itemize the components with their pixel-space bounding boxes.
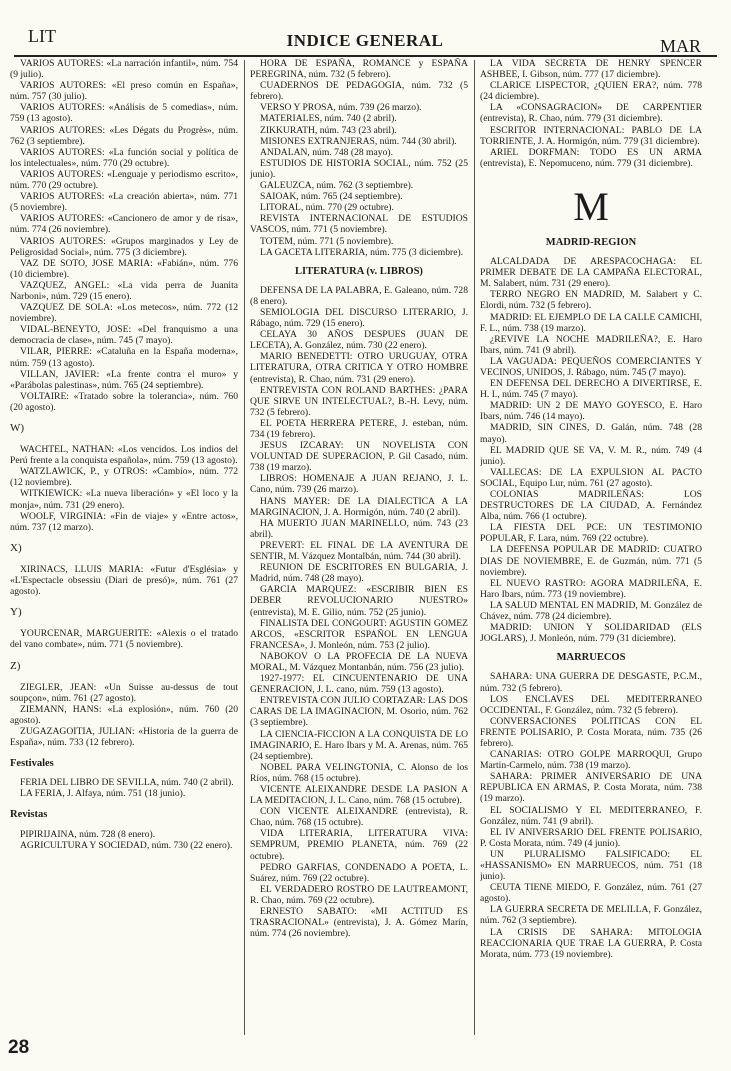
index-entry: MARIO BENEDETTI: OTRO URUGUAY, OTRA LITERATURA, OTRA CRITICA Y OTRO HOMBRE (entrevista), R. Chao, núm. 731 (29 enero). <box>250 351 468 385</box>
index-entry: SEMIOLOGIA DEL DISCURSO LITERARIO, J. Rábago, núm. 729 (15 enero). <box>250 306 468 330</box>
index-entry: MADRID, SIN CINES, D. Galán, núm. 748 (28 mayo). <box>480 422 702 445</box>
entry-list <box>10 682 238 749</box>
index-entry: HORA DE ESPAÑA, ROMANCE y ESPAÑA PEREGRINA, núm. 732 (5 febrero). <box>250 58 468 81</box>
index-entry: TOTEM, núm. 771 (5 noviembre). <box>260 235 394 247</box>
entry-list <box>480 671 702 959</box>
index-entry: LA FIESTA DEL PCE: UN TESTIMONIO POPULAR, F. Lara, núm. 769 (22 octubre). <box>480 522 702 545</box>
index-entry: LITORAL, núm. 770 (29 octubre). <box>260 202 394 214</box>
entry-list <box>10 777 238 799</box>
index-entry: NOBEL PARA VELINGTONIA, C. Alonso de los Ríos, núm. 768 (15 octubre). <box>250 761 468 784</box>
index-entry: VARIOS AUTORES: «Lenguaje y periodismo escrito», núm. 770 (29 octubre). <box>10 168 238 192</box>
index-entry: MISIONES EXTRANJERAS, núm. 744 (30 abril). <box>260 135 457 147</box>
index-entry: GALEUZCA, núm. 762 (3 septiembre). <box>260 180 414 192</box>
index-entry: NABOKOV O LA PROFECIA DE LA NUEVA MORAL, M. Vázquez Montanbán, núm. 756 (23 julio). <box>250 650 468 673</box>
index-entry: EL NUEVO RASTRO: AGORA MADRILEÑA, E. Haro Ibars, núm. 773 (19 noviembre). <box>480 577 702 600</box>
index-entry: WOOLF, VIRGINIA: «Fin de viaje» y «Entre actos», núm. 737 (12 marzo). <box>10 510 238 533</box>
entry-list <box>250 285 468 940</box>
entry-list <box>250 58 468 258</box>
index-entry: VAZQUEZ, ANGEL: «La vida perra de Juanita Narboni», núm. 729 (15 enero). <box>10 279 238 302</box>
big-letter: M <box>573 183 609 229</box>
index-entry: LA VIDA SECRETA DE HENRY SPENCER ASHBEE, I. Gibson, núm. 777 (17 diciembre). <box>480 58 702 81</box>
column-2 <box>250 58 468 1043</box>
entry-list <box>480 58 702 169</box>
header-left-key: LIT <box>28 26 56 46</box>
index-entry: CON VICENTE ALEIXANDRE (entrevista), R. Chao, núm. 768 (15 octubre). <box>250 806 468 829</box>
header-right-key: MAR <box>659 36 701 56</box>
index-entry: CEUTA TIENE MIEDO, F. González, núm. 761 (27 agosto). <box>480 882 702 905</box>
index-entry: VARIOS AUTORES: «Grupos marginados y Ley de Peligrosidad Social», núm. 775 (3 diciembre). <box>10 235 238 258</box>
column-divider <box>474 60 475 1035</box>
index-entry: LA DEFENSA POPULAR DE MADRID: CUATRO DIAS DE NOVIEMBRE, E. de Guzmán, núm. 771 (5 noviembre). <box>480 544 702 578</box>
index-entry: VARIOS AUTORES: «La creación abierta», núm. 771 (5 noviembre). <box>10 191 238 214</box>
index-entry: VARIOS AUTORES: «Análisis de 5 comedias», núm. 759 (13 agosto). <box>10 102 238 125</box>
index-entry: LOS ENCLAVES DEL MEDITERRANEO OCCIDENTAL, F. González, núm. 732 (5 febrero). <box>480 693 702 716</box>
index-entry: MADRID: UN 2 DE MAYO GOYESCO, E. Haro Ibars, núm. 746 (14 mayo). <box>480 400 702 423</box>
index-entry: ERNESTO SABATO: «MI ACTITUD ES TRASRACIONAL» (entrevista), J. A. Gómez Marín, núm. 774 (26 noviembre). <box>250 906 468 940</box>
index-entry: EN DEFENSA DEL DERECHO A DIVERTIRSE, E. H. I., núm. 745 (7 mayo). <box>480 378 702 401</box>
header-rule <box>14 55 717 57</box>
index-entry: ENTREVISTA CON JULIO CORTAZAR: LAS DOS CARAS DE LA IMAGINACION, M. Osorio, núm. 762 (3 septiembre). <box>250 695 468 729</box>
index-entry: HA MUERTO JUAN MARINELLO, núm. 743 (23 abril). <box>250 517 468 540</box>
column-3 <box>480 58 702 1043</box>
index-entry: LA GUERRA SECRETA DE MELILLA, F. González, núm. 762 (3 septiembre). <box>480 904 702 927</box>
index-entry: EL VERDADERO ROSTRO DE LAUTREAMONT, R. Chao, núm. 769 (22 octubre). <box>250 883 468 906</box>
index-entry: SAIOAK, núm. 765 (24 septiembre). <box>260 191 403 203</box>
index-entry: XIRINACS, LLUIS MARIA: «Futur d'Església» y «L'Espectacle obsessiu (Diari de presó)», núm. 761 (27 agosto). <box>10 563 238 598</box>
index-entry: VARIOS AUTORES: «El preso común en España», núm. 757 (30 julio). <box>10 80 238 103</box>
index-entry: FINALISTA DEL CONGOURT: AGUSTIN GOMEZ ARCOS, «ESCRITOR ESPAÑOL EN LENGUA FRANCESA», J. Monleón, núm. 753 (2 julio). <box>250 617 468 651</box>
index-entry: WITKIEWICK: «La nueva liberación» y «El loco y la monja», núm. 731 (29 enero). <box>10 488 238 511</box>
index-entry: GARCIA MARQUEZ: «ESCRIBIR BIEN ES DEBER REVOLUCIONARIO NUESTRO» (entrevista), M. E. Gilio, núm. 752 (25 junio). <box>250 584 468 618</box>
entry-list <box>480 256 702 644</box>
index-entry: VIDAL-BENEYTO, JOSE: «Del franquismo a una democracia de clase», núm. 745 (7 mayo). <box>10 324 238 347</box>
index-entry: VALLECAS: DE LA EXPULSION AL PACTO SOCIAL, Equipo Lur, núm. 761 (27 agosto). <box>480 466 702 489</box>
index-entry: LIBROS: HOMENAJE A JUAN REJANO, J. L. Cano, núm. 739 (26 marzo). <box>250 473 468 496</box>
index-entry: CLARICE LISPECTOR, ¿QUIEN ERA?, núm. 778 (24 diciembre). <box>480 80 702 103</box>
index-entry: MADRID: UNION Y SOLIDARIDAD (ELS JOGLARS), J. Monleón, núm. 779 (31 diciembre). <box>480 622 702 645</box>
index-entry: LA CIENCIA-FICCION A LA CONQUISTA DE LO IMAGINARIO, E. Haro Ibars y M. A. Arenas, núm. 765 (24 septiembre). <box>250 728 468 762</box>
entry-list <box>10 628 238 650</box>
index-entry: COLONIAS MADRILEÑAS: LOS DESTRUCTORES DE LA CIUDAD, A. Fernández Alba, núm. 766 (1 octubre). <box>480 489 702 523</box>
index-entry: ESCRITOR INTERNACIONAL: PABLO DE LA TORRIENTE, J. A. Hormigón, núm. 779 (31 diciembre). <box>480 124 702 147</box>
index-entry: FERIA DEL LIBRO DE SEVILLA, núm. 740 (2 abril). <box>20 777 234 789</box>
index-entry: LA FERIA, J. Alfaya, núm. 751 (18 junio). <box>20 788 186 800</box>
index-entry: CUADERNOS DE PEDAGOGIA, núm. 732 (5 febrero). <box>250 80 468 103</box>
index-entry: ESTUDIOS DE HISTORIA SOCIAL, núm. 752 (25 junio). <box>250 157 468 180</box>
index-entry: VILLAN, JAVIER: «La frente contra el muro» y «Parábolas palestinas», núm. 765 (24 septiembre). <box>10 368 238 391</box>
index-entry: ZIEGLER, JEAN: «Un Suisse au-dessus de tout soupçon», núm. 761 (27 agosto). <box>10 681 238 704</box>
index-entry: ZUGAZAGOITIA, JULIAN: «Historia de la guerra de España», núm. 733 (12 febrero). <box>10 725 238 749</box>
section-heading: MADRID-REGION <box>545 236 637 248</box>
index-entry: TERRO NEGRO EN MADRID, M. Salabert y C. Elordi, núm. 732 (5 febrero). <box>480 289 702 312</box>
column-1 <box>10 58 238 1043</box>
index-entry: JESUS IZCARAY: UN NOVELISTA CON VOLUNTAD DE SUPERACION, P. Gil Casado, núm. 738 (19 marzo). <box>250 440 468 474</box>
index-entry: VAZQUEZ DE SOLA: «Los metecos», núm. 772 (12 noviembre). <box>10 302 238 325</box>
letter-heading: W) <box>10 422 25 434</box>
index-entry: PEDRO GARFIAS, CONDENADO A POETA, L. Suárez, núm. 769 (22 octubre). <box>250 861 468 884</box>
letter-heading: X) <box>10 541 22 554</box>
index-entry: PREVERT: EL FINAL DE LA AVENTURA DE SENTIR, M. Vázquez Montalbán, núm. 744 (30 abril). <box>250 539 468 563</box>
index-entry: LA VAGUADA: PEQUEÑOS COMERCIANTES Y VECINOS, UNIDOS, J. Rábago, núm. 745 (7 mayo). <box>480 355 702 378</box>
index-entry: VICENTE ALEIXANDRE DESDE LA PASION A LA MEDITACION, J. L. Cano, núm. 768 (15 octubre). <box>250 784 468 807</box>
index-entry: VARIOS AUTORES: «Cancionero de amor y de risa», núm. 774 (26 noviembre). <box>10 213 238 236</box>
index-entry: VOLTAIRE: «Tratado sobre la tolerancia», núm. 760 (20 agosto). <box>10 390 238 413</box>
index-entry: YOURCENAR, MARGUERITE: «Alexis o el tratado del vano combate», núm. 771 (5 noviembre). <box>10 628 238 651</box>
index-entry: WACHTEL, NATHAN: «Los vencidos. Los indios del Perú frente a la conquista española», núm. 759 (13 agosto). <box>10 444 238 467</box>
section-heading: MARRUECOS <box>556 652 626 664</box>
section-heading: LITERATURA (v. LIBROS) <box>295 265 423 277</box>
letter-heading: Z) <box>10 659 21 672</box>
index-entry: EL MADRID QUE SE VA, V. M. R., núm. 749 (4 junio). <box>480 444 702 467</box>
entry-list <box>10 444 238 533</box>
index-entry: SAHARA: PRIMER ANIVERSARIO DE UNA REPUBLICA EN ARMAS, P. Costa Morata, núm. 738 (19 marzo). <box>480 771 702 805</box>
index-entry: REVISTA INTERNACIONAL DE ESTUDIOS VASCOS, núm. 771 (5 noviembre). <box>250 213 468 236</box>
index-entry: 1927-1977: EL CINCUENTENARIO DE UNA GENERACION, J. L. cano, núm. 759 (13 agosto). <box>250 673 468 696</box>
index-entry: ANDALAN, núm. 748 (28 mayo). <box>260 146 393 158</box>
page-number: 28 <box>8 1037 30 1058</box>
index-entry: SAHARA: UNA GUERRA DE DESGASTE, P.C.M., núm. 732 (5 febrero). <box>480 671 702 694</box>
index-entry: VIDA LITERARIA, LITERATURA VIVA: SEMPRUM, PREMIO PLANETA, núm. 769 (22 octubre). <box>250 828 468 862</box>
index-entry: UN PLURALISMO FALSIFICADO: EL «HASSANISMO» EN MARRUECOS, núm. 751 (18 junio). <box>480 848 702 883</box>
index-entry: VARIOS AUTORES: «La función social y política de los intelectuales», núm. 770 (29 octubre). <box>10 146 238 169</box>
index-entry: VERSO Y PROSA, núm. 739 (26 marzo). <box>260 102 422 114</box>
index-entry: VARIOS AUTORES: «Les Dégats du Progrès», núm. 762 (3 septiembre). <box>10 124 238 147</box>
index-entry: ENTREVISTA CON ROLAND BARTHES: ¿PARA QUE SIRVE UN INTELECTUAL?, B.-H. Levy, núm. 732 (5 febrero). <box>250 384 468 418</box>
column-divider <box>244 60 245 1035</box>
letter-heading: Y) <box>10 606 22 619</box>
index-entry: LA «CONSAGRACION» DE CARPENTIER (entrevista), R. Chao, núm. 779 (31 diciembre). <box>480 102 702 125</box>
index-entry: AGRICULTURA Y SOCIEDAD, núm. 730 (22 enero). <box>20 839 233 851</box>
section-heading: Festivales <box>10 758 54 770</box>
index-entry: EL POETA HERRERA PETERE, J. esteban, núm. 734 (19 febrero). <box>250 417 468 440</box>
index-entry: PIPIRIJAINA, núm. 728 (8 enero). <box>20 828 156 840</box>
index-entry: CELAYA 30 AÑOS DESPUES (JUAN DE LECETA), A. González, núm. 730 (22 enero). <box>250 329 468 352</box>
index-entry: HANS MAYER: DE LA DIALECTICA A LA MARGINACION, J. A. Hormigón, núm. 740 (2 abril). <box>250 495 468 518</box>
index-entry: VILAR, PIERRE: «Cataluña en la España moderna», núm. 759 (13 agosto). <box>10 346 238 369</box>
index-entry: ¿REVIVE LA NOCHE MADRILEÑA?, E. Haro Ibars, núm. 741 (9 abril). <box>480 333 702 356</box>
index-entry: MADRID: EL EJEMPLO DE LA CALLE CAMICHI, F. L., núm. 738 (19 marzo). <box>480 311 702 334</box>
index-entry: LA GACETA LITERARIA, núm. 775 (3 diciembre). <box>260 246 464 258</box>
index-entry: CANARIAS: OTRO GOLPE MARROQUI, Grupo Martin-Carmelo, núm. 738 (19 marzo). <box>480 749 702 772</box>
page-title: INDICE GENERAL <box>286 31 444 50</box>
index-entry: ARIEL DORFMAN: TODO ES UN ARMA (entrevista), E. Nepomuceno, núm. 779 (31 diciembre). <box>480 146 702 169</box>
index-entry: CONVERSACIONES POLITICAS CON EL FRENTE POLISARIO, P. Costa Morata, núm. 735 (26 febrero). <box>480 715 702 749</box>
index-entry: ZIEMANN, HANS: «La explosión», núm. 760 (20 agosto). <box>10 703 238 726</box>
entry-list <box>10 564 238 597</box>
index-entry: MATERIALES, núm. 740 (2 abril). <box>260 113 397 125</box>
index-entry: ZIKKURATH, núm. 743 (23 abril). <box>260 124 397 136</box>
entry-list <box>10 829 238 851</box>
index-entry: ALCALDADA DE ARESPACOCHAGA: EL PRIMER DEBATE DE LA CAMPAÑA ELECTORAL, M. Salabert, núm. 731 (29 enero). <box>480 256 702 290</box>
index-entry: LA CRISIS DE SAHARA: MITOLOGIA REACCIONARIA QUE TRAE LA GUERRA, P. Costa Morata, núm. 773 (19 noviembre). <box>480 926 702 960</box>
index-entry: LA SALUD MENTAL EN MADRID, M. González de Chávez, núm. 778 (24 diciembre). <box>480 599 702 623</box>
index-entry: EL SOCIALISMO Y EL MEDITERRANEO, F. González, núm. 741 (9 abril). <box>480 804 702 827</box>
index-entry: REUNION DE ESCRITORES EN BULGARIA, J. Madrid, núm. 748 (28 mayo). <box>250 562 468 585</box>
index-entry: EL IV ANIVERSARIO DEL FRENTE POLISARIO, P. Costa Morata, núm. 749 (4 junio). <box>480 826 702 849</box>
index-entry: VARIOS AUTORES: «La narración infantil», núm. 754 (9 julio). <box>10 58 238 81</box>
section-heading: Revistas <box>10 809 48 821</box>
index-entry: WATZLAWICK, P., y OTROS: «Cambio», núm. 772 (12 noviembre). <box>10 466 238 489</box>
index-entry: VAZ DE SOTO, JOSE MARIA: «Fabián», núm. 776 (10 diciembre). <box>10 257 238 280</box>
entry-list <box>10 58 238 413</box>
index-entry: DEFENSA DE LA PALABRA, E. Galeano, núm. 728 (8 enero). <box>250 284 468 307</box>
